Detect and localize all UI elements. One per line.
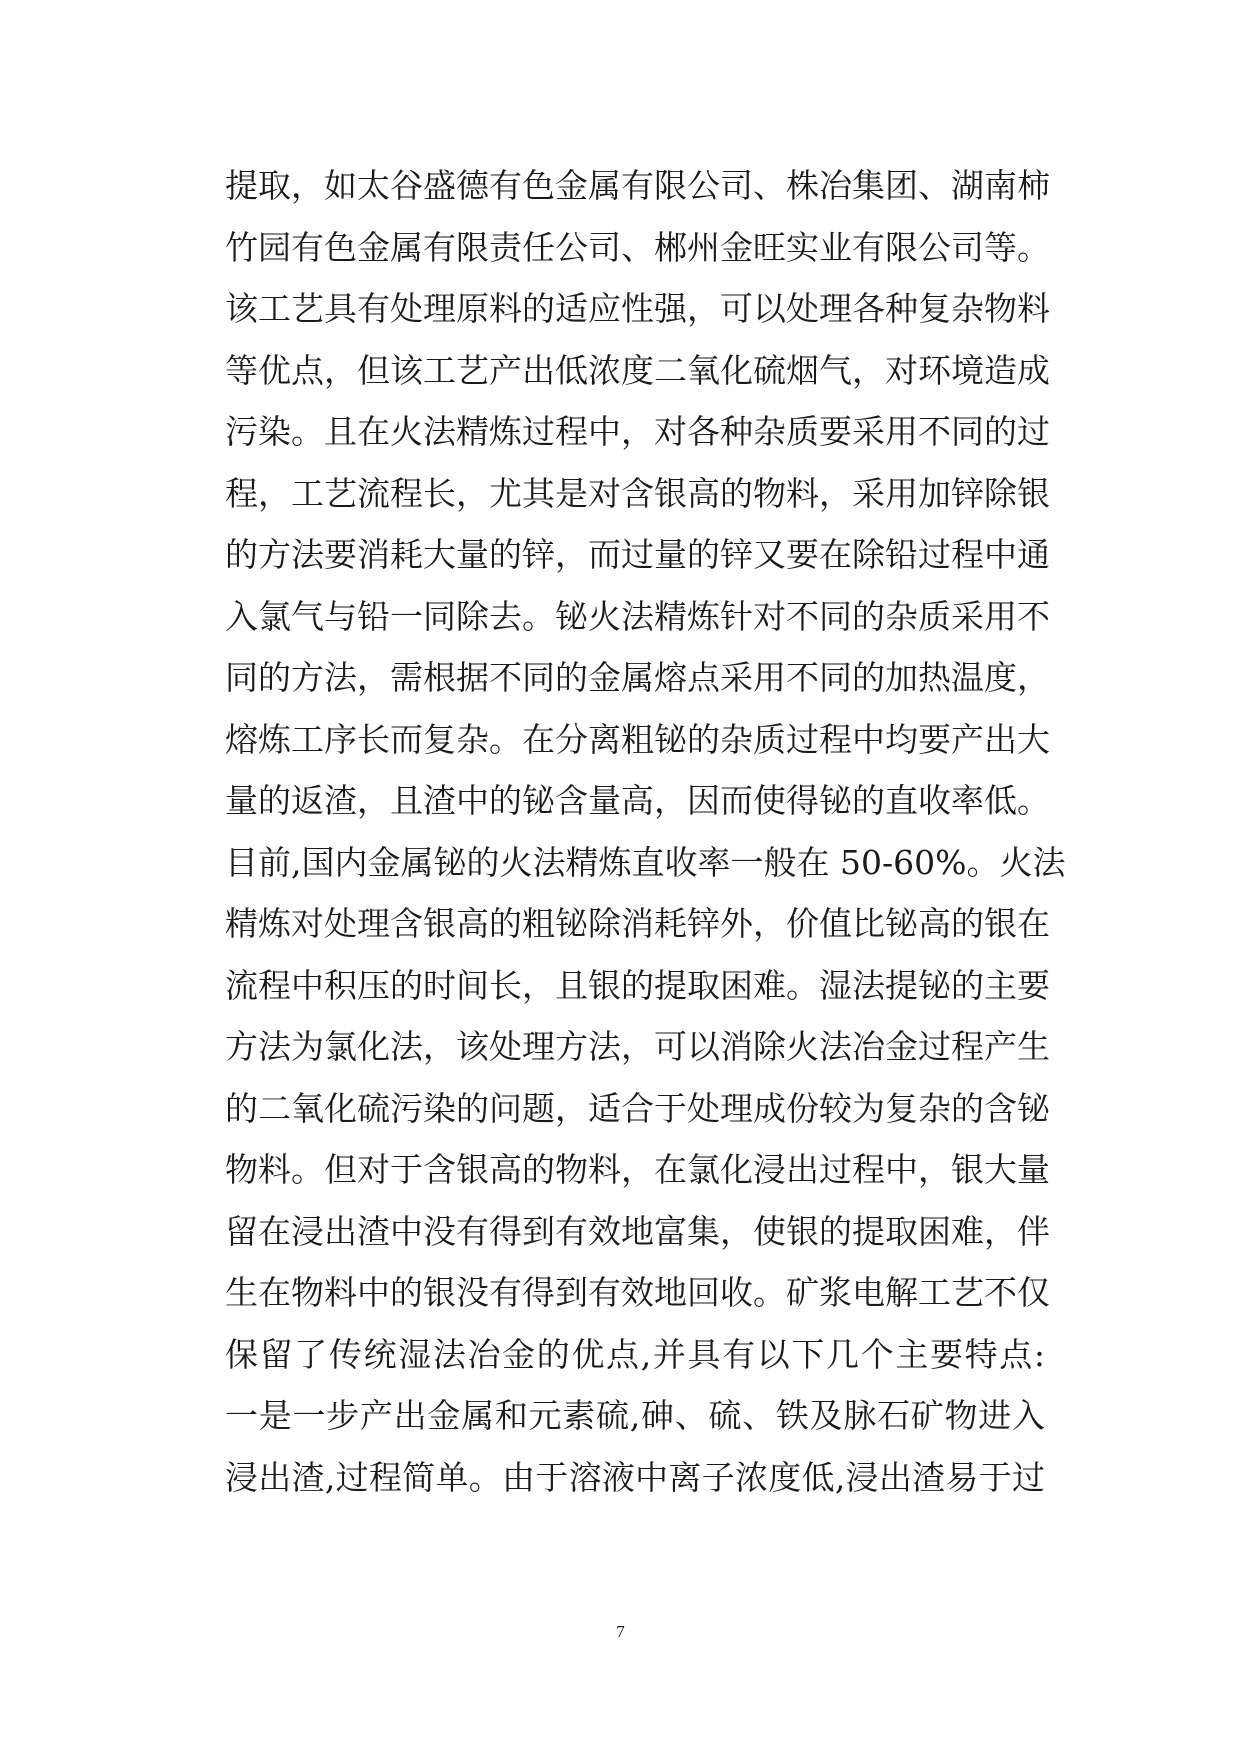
text-line: 方法为氯化法，该处理方法，可以消除火法冶金过程产生 bbox=[225, 1027, 1050, 1066]
text-line: 保留了传统湿法冶金的优点,并具有以下几个主要特点: bbox=[225, 1334, 1045, 1374]
text-line: 同的方法，需根据不同的金属熔点采用不同的加热温度， bbox=[225, 658, 1050, 697]
text-line: 精炼对处理含银高的粗铋除消耗锌外，价值比铋高的银在 bbox=[225, 904, 1050, 943]
text-line: 留在浸出渣中没有得到有效地富集，使银的提取困难，伴 bbox=[225, 1211, 1050, 1251]
text-line: 熔炼工序长而复杂。在分离粗铋的杂质过程中均要产出大 bbox=[225, 719, 1050, 759]
text-line: 目前,国内金属铋的火法精炼直收率一般在 50-60%。火法 bbox=[225, 842, 1066, 882]
text-line: 的二氧化硫污染的问题，适合于处理成份较为复杂的含铋 bbox=[225, 1088, 1050, 1128]
text-line: 一是一步产出金属和元素硫,砷、硫、铁及脉石矿物进入 bbox=[225, 1396, 1045, 1435]
text-line: 物料。但对于含银高的物料，在氯化浸出过程中，银大量 bbox=[225, 1150, 1050, 1189]
text-line: 该工艺具有处理原料的适应性强，可以处理各种复杂物料 bbox=[225, 289, 1050, 328]
page-number: 7 bbox=[616, 1622, 625, 1641]
text-line: 量的返渣，且渣中的铋含量高，因而使得铋的直收率低。 bbox=[225, 781, 1050, 820]
text-line: 的方法要消耗大量的锌，而过量的锌又要在除铅过程中通 bbox=[225, 535, 1050, 574]
text-line: 流程中积压的时间长，且银的提取困难。湿法提铋的主要 bbox=[225, 965, 1050, 1005]
body-text bbox=[225, 155, 1066, 1508]
text-line: 生在物料中的银没有得到有效地回收。矿浆电解工艺不仅 bbox=[225, 1273, 1050, 1312]
text-line: 污染。且在火法精炼过程中，对各种杂质要采用不同的过 bbox=[225, 412, 1050, 451]
text-line: 提取，如太谷盛德有色金属有限公司、株冶集团、湖南柿 bbox=[225, 166, 1050, 205]
text-line: 竹园有色金属有限责任公司、郴州金旺实业有限公司等。 bbox=[225, 227, 1050, 267]
text-line: 浸出渣,过程简单。由于溶液中离子浓度低,浸出渣易于过 bbox=[225, 1457, 1045, 1497]
text-line: 程，工艺流程长，尤其是对含银高的物料，采用加锌除银 bbox=[225, 473, 1050, 513]
text-line: 等优点，但该工艺产出低浓度二氧化硫烟气，对环境造成 bbox=[225, 350, 1050, 390]
text-line: 入氯气与铅一同除去。铋火法精炼针对不同的杂质采用不 bbox=[225, 596, 1050, 636]
